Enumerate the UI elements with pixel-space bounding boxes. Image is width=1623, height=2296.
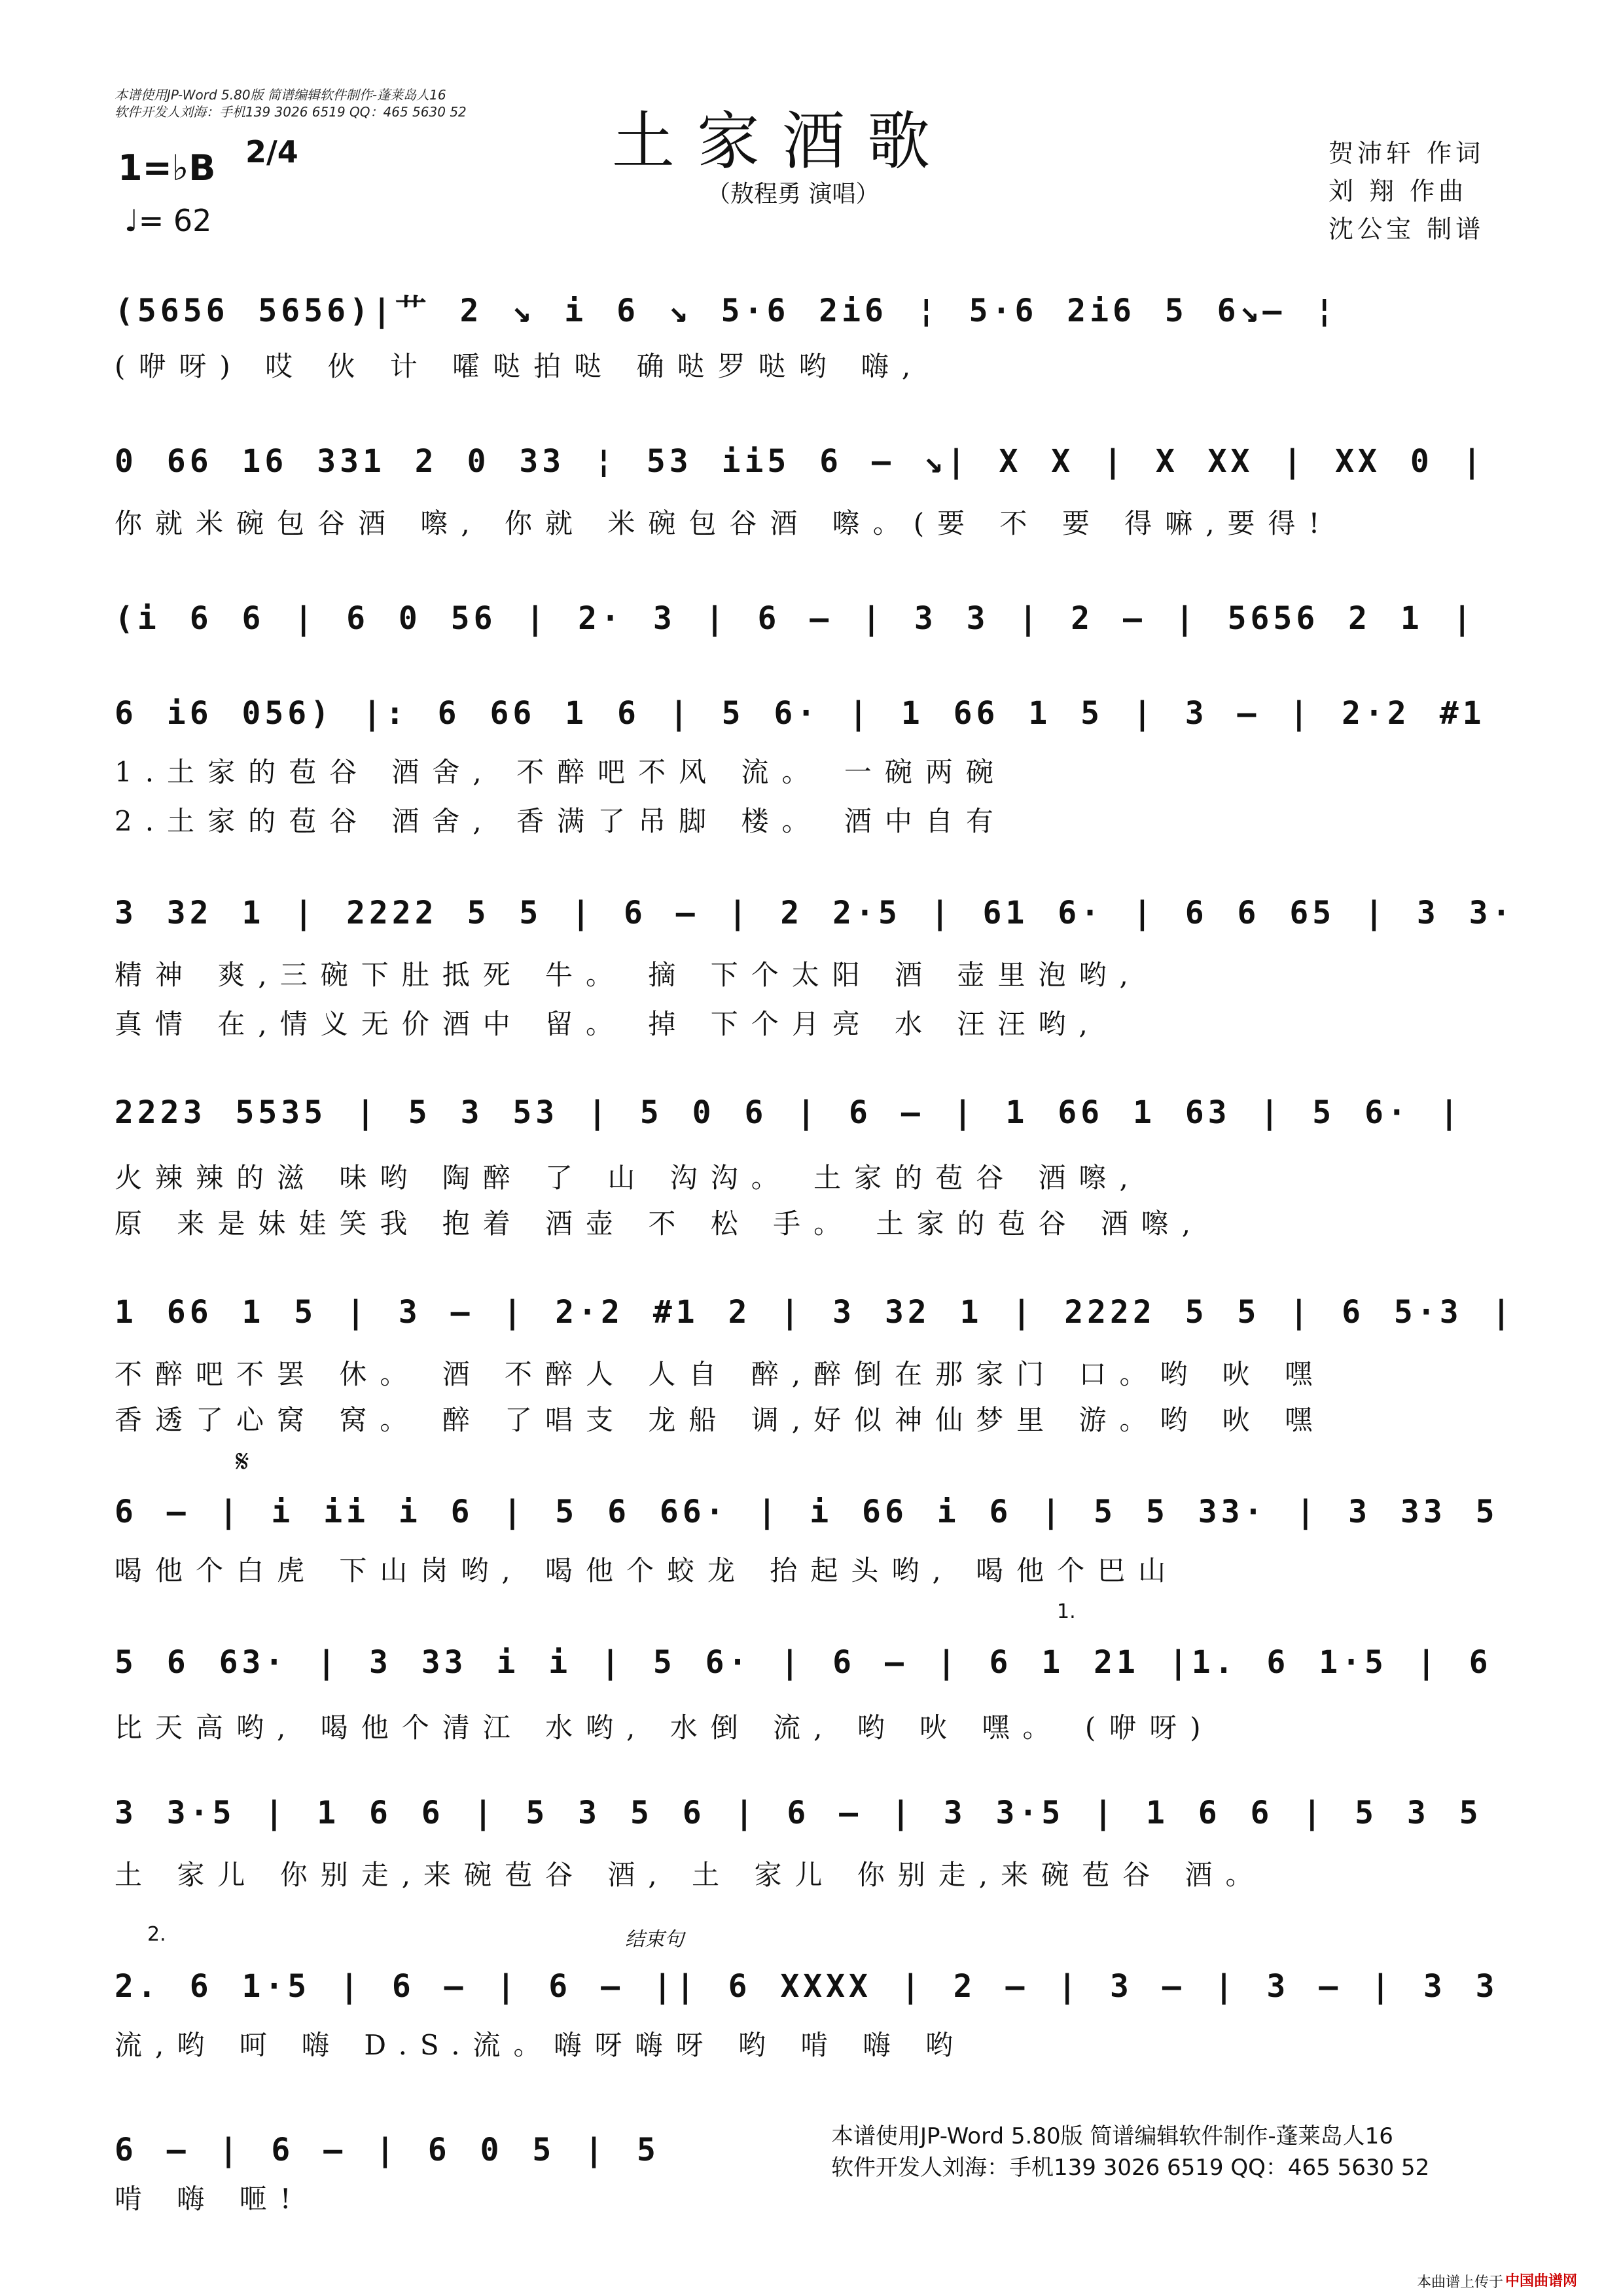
- lyric-row-2: 你就米碗包谷酒 嚓, 你就 米碗包谷酒 嚓。(要 不 要 得嘛,要得!: [115, 507, 1333, 539]
- coda-label: 结束句: [625, 1928, 684, 1951]
- lyric-row-9: 比天高哟, 喝他个清江 水哟, 水倒 流, 哟 吙 嘿。 (咿呀): [115, 1712, 1214, 1744]
- software-note-line-2: 软件开发人刘海：手机139 3026 6519 QQ：465 5630 52: [115, 104, 467, 120]
- lyric-row-1: (咿呀) 哎 伙 计 嚯哒拍哒 确哒罗哒哟 嗨,: [115, 350, 924, 382]
- arranger-credit: 沈公宝 制谱: [1329, 215, 1485, 243]
- lyric-row-11: 流,哟 呵 嗨 D.S.流。嗨呀嗨呀 哟 啃 嗨 哟: [115, 2029, 966, 2061]
- song-title: 土家酒歌: [612, 105, 952, 178]
- notation-row-7: 1 66 1 5 | 3 – | 2·2 #1 2 | 3 32 1 | 2222 5 5 | 6 5·3 |: [115, 1294, 1515, 1331]
- segno-sign: 𝄋: [236, 1443, 249, 1480]
- lyric-row-5-verse-2: 真情 在,情义无价酒中 留。 掉 下个月亮 水 汪汪哟,: [115, 1008, 1101, 1040]
- lyric-row-7-verse-1: 不醉吧不罢 休。 酒 不醉人 人自 醉,醉倒在那家门 口。哟 吙 嘿: [115, 1358, 1326, 1390]
- time-signature: 2/4: [245, 134, 298, 170]
- software-note-top: [115, 86, 467, 120]
- notation-row-11: 2. 6 1·5 | 6 – | 6 – || 6 XXXX | 2 – | 3 – | 3 – | 3 3: [115, 1968, 1499, 2005]
- lyric-row-7-verse-2: 香透了心窝 窝。 醉 了唱支 龙船 调,好似神仙梦里 游。哟 吙 嘿: [115, 1404, 1326, 1436]
- notation-row-1: (5656 5656)|艹 2 ↘ i 6 ↘ 5·6 2i6 ¦ 5·6 2i6 5 6↘– ¦: [115, 293, 1338, 329]
- lyricist-credit: 贺沛轩 作词: [1329, 139, 1485, 168]
- footer-line-1: 本谱使用JP-Word 5.80版 简谱编辑软件制作-蓬莱岛人16: [831, 2123, 1393, 2149]
- software-note-line-1: 本谱使用JP-Word 5.80版 简谱编辑软件制作-蓬莱岛人16: [115, 87, 446, 103]
- lyric-row-4-verse-1: 1.土家的苞谷 酒舍, 不醉吧不风 流。 一碗两碗: [115, 756, 1007, 788]
- notation-row-9: 5 6 63· | 3 33 i i | 5 6· | 6 – | 6 1 21 |1. 6 1·5 | 6: [115, 1644, 1492, 1681]
- footer-line-2: 软件开发人刘海：手机139 3026 6519 QQ：465 5630 52: [831, 2155, 1430, 2181]
- notation-row-5: 3 32 1 | 2222 5 5 | 6 – | 2 2·5 | 61 6· | 6 6 65 | 3 3·: [115, 895, 1515, 931]
- site-logo: 中国曲谱网: [1505, 2273, 1578, 2289]
- lyric-row-6-verse-2: 原 来是妹娃笑我 抱着 酒壶 不 松 手。 土家的苞谷 酒嚓,: [115, 1208, 1204, 1240]
- lyric-row-8: 喝他个白虎 下山岗哟, 喝他个蛟龙 抬起头哟, 喝他个巴山: [115, 1554, 1179, 1587]
- lyric-row-4-verse-2: 2.土家的苞谷 酒舍, 香满了吊脚 楼。 酒中自有: [115, 805, 1007, 837]
- performer-subtitle: （敖程勇 演唱）: [707, 181, 880, 207]
- lyric-row-5-verse-1: 精神 爽,三碗下肚抵死 牛。 摘 下个太阳 酒 壶里泡哟,: [115, 959, 1141, 991]
- lyric-row-10: 土 家儿 你别走,来碗苞谷 酒, 土 家儿 你别走,来碗苞谷 酒。: [115, 1859, 1266, 1891]
- notation-row-4: 6 i6 056) |: 6 66 1 6 | 5 6· | 1 66 1 5 | 3 – | 2·2 #1: [115, 695, 1486, 732]
- notation-row-2: 0 66 16 331 2 0 33 ¦ 53 ii5 6 – ↘| X X | X XX | XX 0 |: [115, 443, 1486, 480]
- notation-row-3: (i 6 6 | 6 0 56 | 2· 3 | 6 – | 3 3 | 2 – | 5656 2 1 |: [115, 600, 1476, 637]
- software-footer: [831, 2121, 1429, 2183]
- volta-2-label: 2.: [147, 1923, 166, 1946]
- key-signature: 1=♭B: [118, 147, 216, 188]
- credits: [1329, 134, 1484, 248]
- tempo-marking: ♩= 62: [124, 203, 212, 238]
- notation-row-12: 6 – | 6 – | 6 0 5 | 5: [115, 2132, 660, 2168]
- lyric-row-12: 啃 嗨 咂!: [115, 2183, 304, 2215]
- volta-1-label: 1.: [1057, 1600, 1076, 1623]
- composer-credit: 刘 翔 作曲: [1329, 177, 1468, 206]
- notation-row-6: 2223 5535 | 5 3 53 | 5 0 6 | 6 – | 1 66 1 63 | 5 6· |: [115, 1094, 1463, 1131]
- upload-note: 本曲谱上传于: [1417, 2274, 1504, 2291]
- notation-row-10: 3 3·5 | 1 6 6 | 5 3 5 6 | 6 – | 3 3·5 | 1 6 6 | 5 3 5: [115, 1795, 1482, 1831]
- notation-row-8: 6 – | i ii i 6 | 5 6 66· | i 66 i 6 | 5 5 33· | 3 33 5: [115, 1494, 1499, 1530]
- lyric-row-6-verse-1: 火辣辣的滋 味哟 陶醉 了 山 沟沟。 土家的苞谷 酒嚓,: [115, 1162, 1141, 1194]
